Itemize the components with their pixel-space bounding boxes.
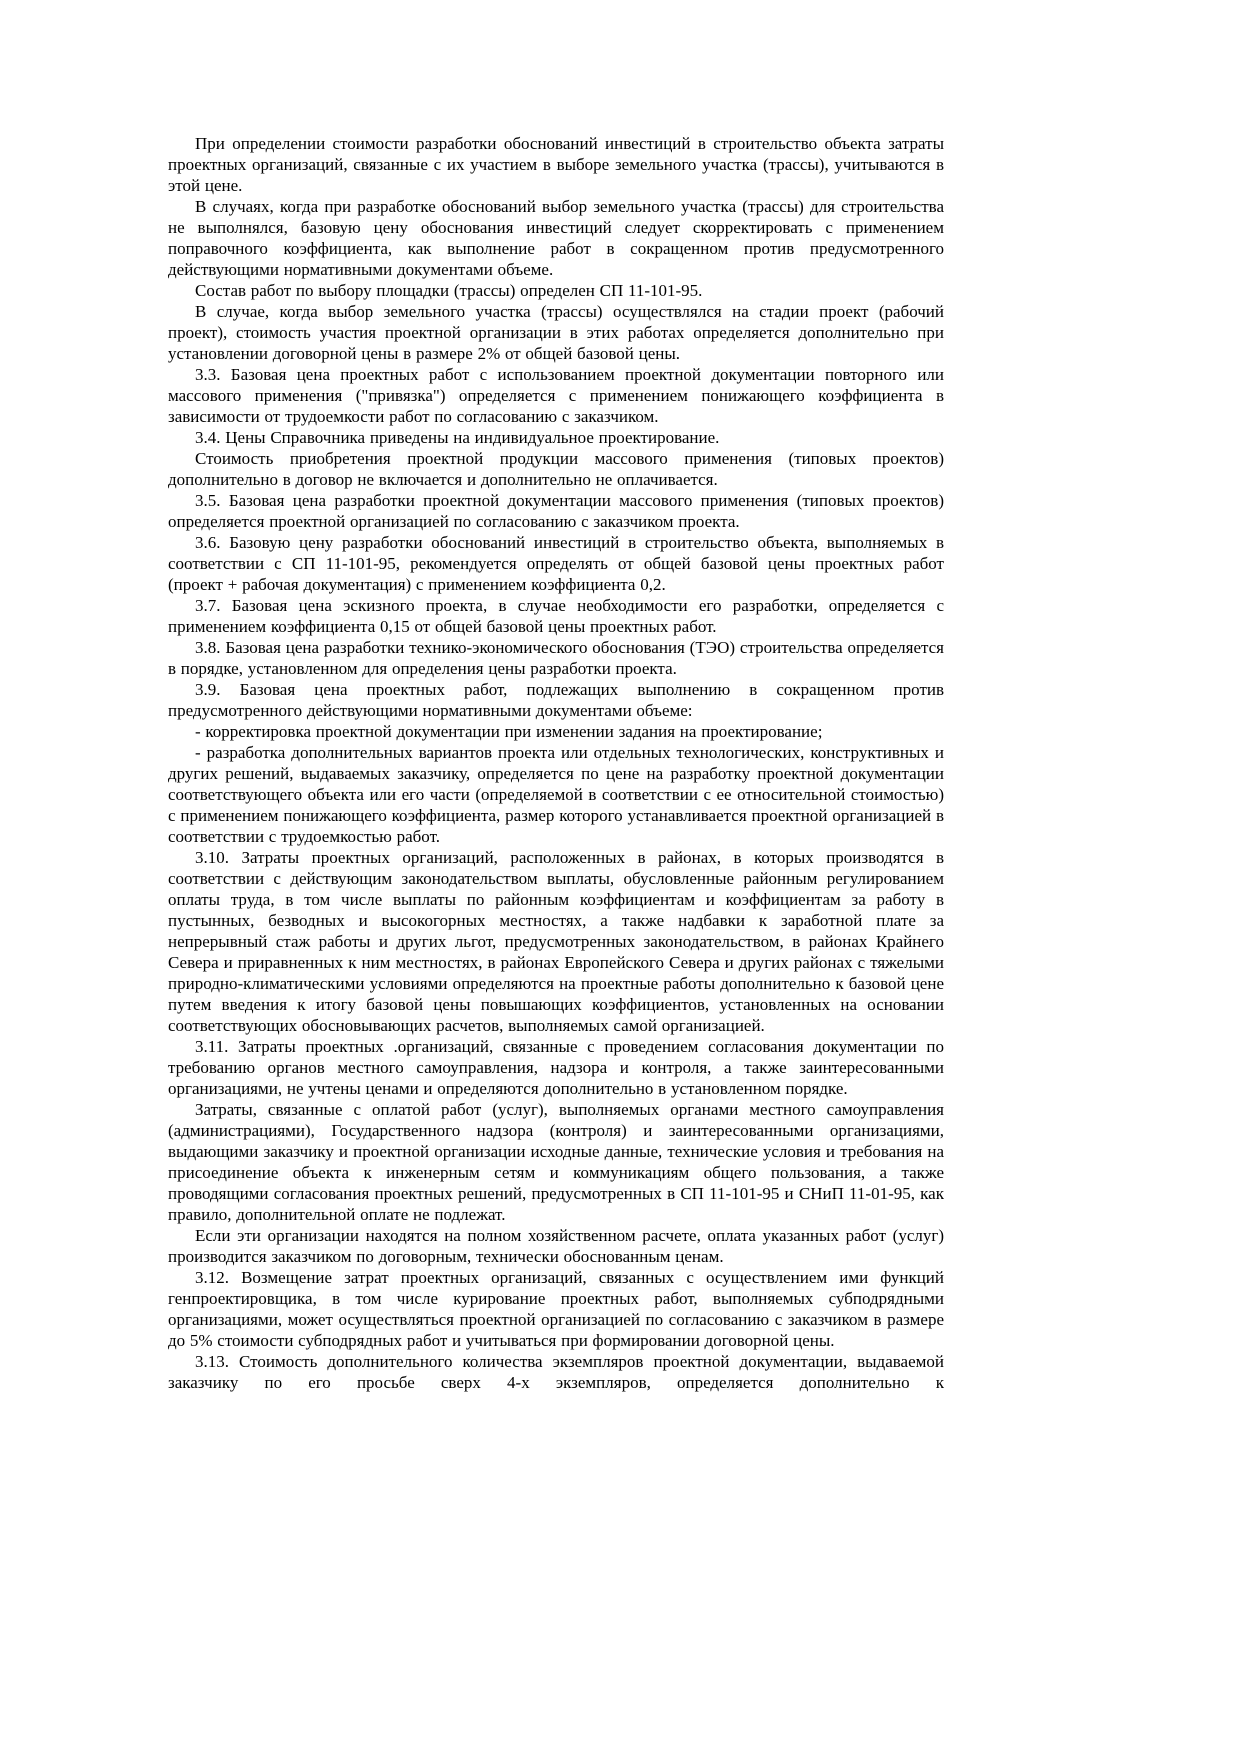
paragraph: - разработка дополнительных вариантов проекта или отдельных технологических, конструктивных и других решений, выдаваемых заказчику, определяется по цене на разработку проектной документации соответствующего объекта или его части (определяемой в соответствии с ее относительной стоимостью) с применением понижающего коэффициента, размер которого устанавливается проектной организацией в соответствии с трудоемкостью работ. bbox=[168, 743, 944, 846]
paragraph: 3.7. Базовая цена эскизного проекта, в случае необходимости его разработки, определяется с применением коэффициента 0,15 от общей базовой цены проектных работ. bbox=[168, 596, 944, 636]
paragraph: 3.5. Базовая цена разработки проектной документации массового применения (типовых проектов) определяется проектной организацией по согласованию с заказчиком проекта. bbox=[168, 491, 944, 531]
paragraph: - корректировка проектной документации при изменении задания на проектирование; bbox=[195, 722, 823, 741]
paragraph: При определении стоимости разработки обоснований инвестиций в строительство объекта затраты проектных организаций, связанные с их участием в выборе земельного участка (трассы), учитываются в этой цене. bbox=[168, 134, 944, 195]
paragraph: 3.11. Затраты проектных .организаций, связанные с проведением согласования документации по требованию органов местного самоуправления, надзора и контроля, а также заинтересованными организациями, не учтены ценами и определяются дополнительно в установленном порядке. bbox=[168, 1037, 944, 1098]
paragraph: 3.10. Затраты проектных организаций, расположенных в районах, в которых производятся в соответствии с действующим законодательством выплаты, обусловленные районным регулированием оплаты труда, в том числе выплаты по районным коэффициентам и коэффициентам за работу в пустынных, безводных и высокогорных местностях, а также надбавки к заработной плате за непрерывный стаж работы и других льгот, предусмотренных законодательством, в районах Крайнего Севера и приравненных к ним местностях, в районах Европейского Севера и других районах с тяжелыми природно-климатическими условиями определяются на проектные работы дополнительно к базовой цене путем введения к итогу базовой цены повышающих коэффициентов, установленных на основании соответствующих обосновывающих расчетов, выполняемых самой организацией. bbox=[168, 848, 944, 1035]
paragraph: 3.13. Стоимость дополнительного количества экземпляров проектной документации, выдаваемой заказчику по его просьбе сверх 4-х экземпляров, определяется дополнительно к bbox=[168, 1352, 944, 1392]
paragraph: 3.12. Возмещение затрат проектных организаций, связанных с осуществлением ими функций генпроектировщика, в том числе курирование проектных работ, выполняемых субподрядными организациями, может осуществляться проектной организацией по согласованию с заказчиком в размере до 5% стоимости субподрядных работ и учитываться при формировании договорной цены. bbox=[168, 1268, 944, 1350]
paragraph: Если эти организации находятся на полном хозяйственном расчете, оплата указанных работ (услуг) производится заказчиком по договорным, технически обоснованным ценам. bbox=[168, 1226, 944, 1266]
paragraph: Стоимость приобретения проектной продукции массового применения (типовых проектов) дополнительно в договор не включается и дополнительно не оплачивается. bbox=[168, 449, 944, 489]
paragraph: 3.4. Цены Справочника приведены на индивидуальное проектирование. bbox=[195, 428, 720, 447]
paragraph: 3.3. Базовая цена проектных работ с использованием проектной документации повторного или массового применения ("привязка") определяется с применением понижающего коэффициента в зависимости от трудоемкости работ по согласованию с заказчиком. bbox=[168, 365, 944, 426]
document-body bbox=[168, 133, 944, 1393]
paragraph: 3.6. Базовую цену разработки обоснований инвестиций в строительство объекта, выполняемых в соответствии с СП 11-101-95, рекомендуется определять от общей базовой цены проектных работ (проект + рабочая документация) с применением коэффициента 0,2. bbox=[168, 533, 944, 594]
paragraph: В случаях, когда при разработке обоснований выбор земельного участка (трассы) для строительства не выполнялся, базовую цену обоснования инвестиций следует скорректировать с применением поправочного коэффициента, как выполнение работ в сокращенном против предусмотренного действующими нормативными документами объеме. bbox=[168, 197, 944, 279]
paragraph: 3.8. Базовая цена разработки технико-экономического обоснования (ТЭО) строительства определяется в порядке, установленном для определения цены разработки проекта. bbox=[168, 638, 944, 678]
paragraph: 3.9. Базовая цена проектных работ, подлежащих выполнению в сокращенном против предусмотренного действующими нормативными документами объеме: bbox=[168, 680, 944, 720]
paragraph: В случае, когда выбор земельного участка (трассы) осуществлялся на стадии проект (рабочий проект), стоимость участия проектной организации в этих работах определяется дополнительно при установлении договорной цены в размере 2% от общей базовой цены. bbox=[168, 302, 944, 363]
paragraph: Затраты, связанные с оплатой работ (услуг), выполняемых органами местного самоуправления (администрациями), Государственного надзора (контроля) и заинтересованными организациями, выдающими заказчику и проектной организации исходные данные, технические условия и требования на присоединение объекта к инженерным сетям и коммуникациям общего пользования, а также проводящими согласования проектных решений, предусмотренных в СП 11-101-95 и СНиП 11-01-95, как правило, дополнительной оплате не подлежат. bbox=[168, 1100, 944, 1224]
paragraph: Состав работ по выбору площадки (трассы) определен СП 11-101-95. bbox=[195, 281, 703, 300]
